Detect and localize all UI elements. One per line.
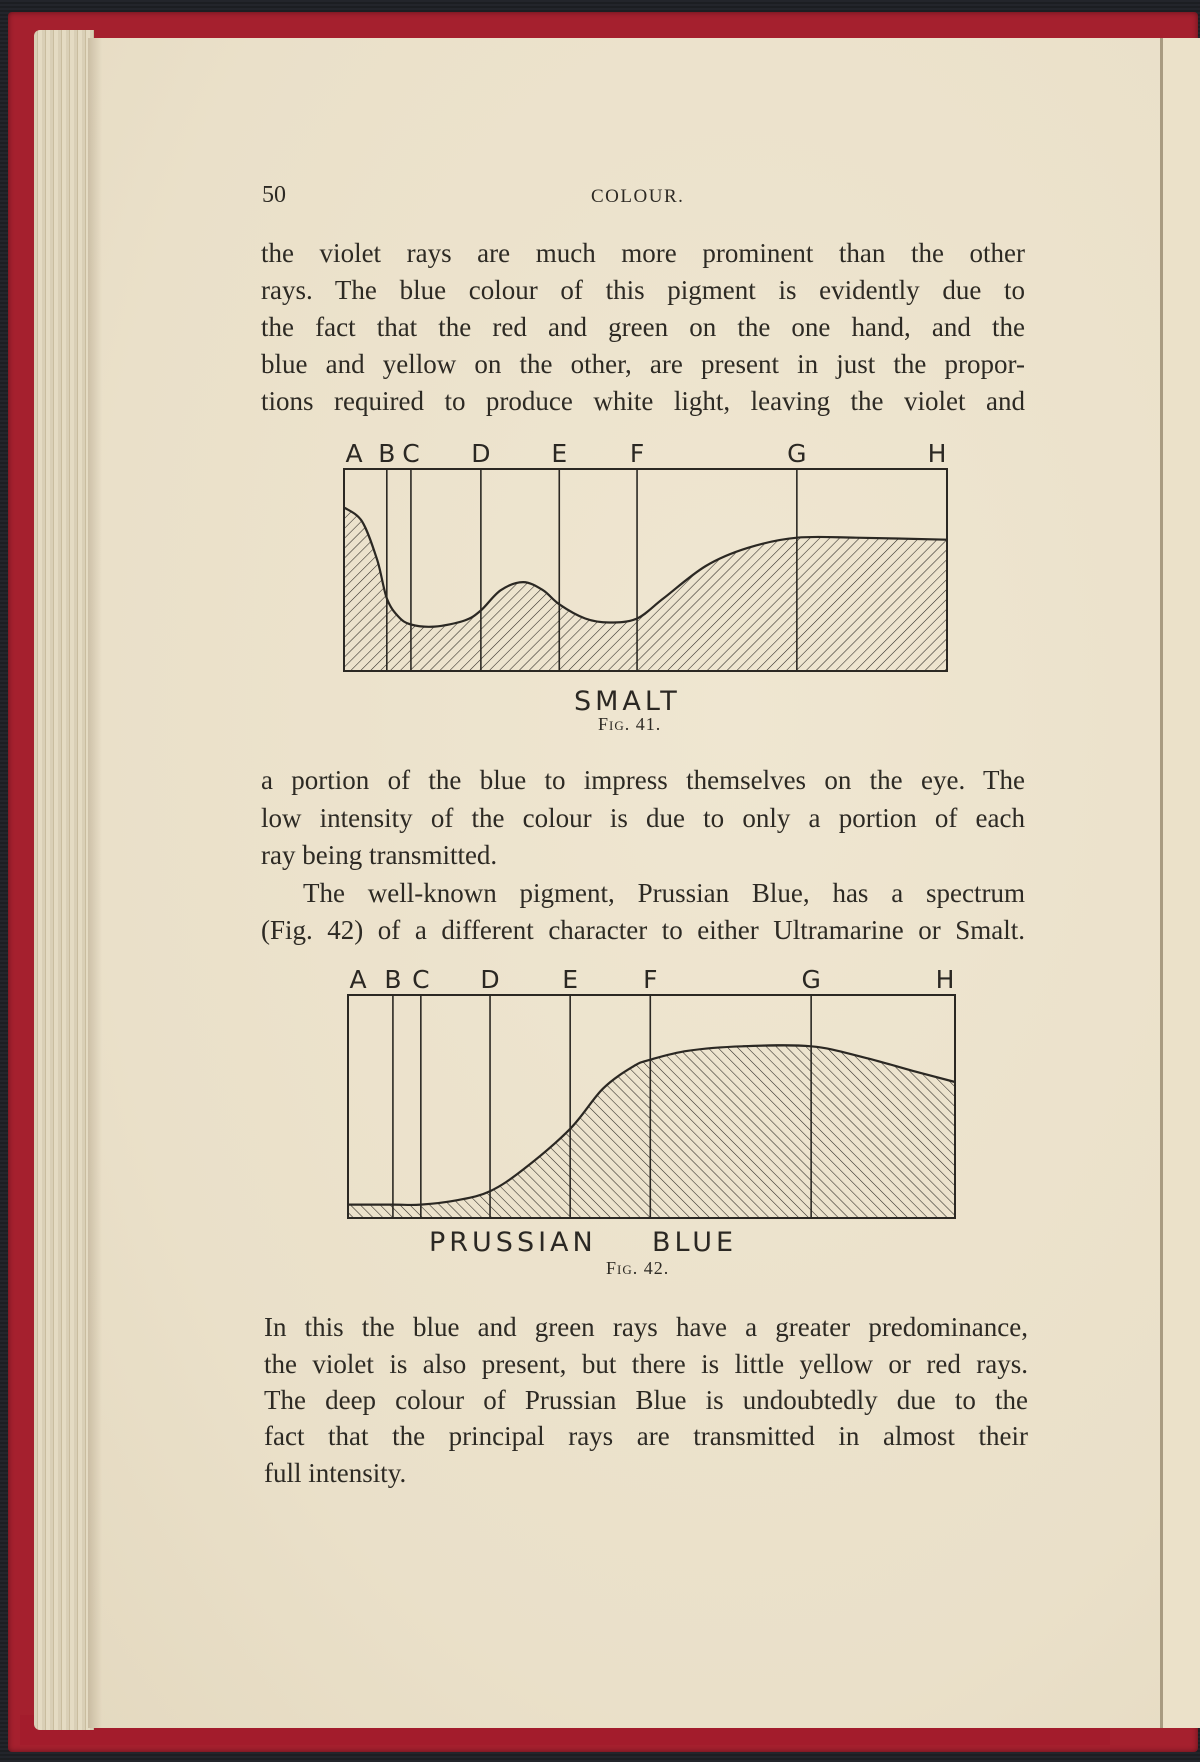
spectral-label-g: G (801, 965, 821, 994)
text-line: The deep colour of Prussian Blue is undoubtedly due to the (264, 1385, 1028, 1415)
transmission-area (344, 507, 947, 671)
text-line: ray being transmitted. (261, 840, 498, 870)
text-line: In this the blue and green rays have a greater predominance, (264, 1312, 1028, 1342)
text-line: blue and yellow on the other, are present in just the propor- (261, 349, 1025, 379)
text-line: low intensity of the colour is due to only a portion of each (261, 803, 1025, 833)
text-line: The well-known pigment, Prussian Blue, has a spectrum (303, 878, 1025, 908)
smalt-spectrum-chart (344, 469, 947, 671)
spectral-label-e: E (562, 965, 579, 994)
page-number: 50 (262, 182, 286, 208)
spectral-label-c: C (402, 439, 420, 468)
spectral-label-d: D (471, 439, 491, 468)
spectral-label-f: F (643, 965, 658, 994)
spectral-label-d: D (480, 965, 500, 994)
spectral-label-a: A (345, 439, 363, 468)
figure-title: SMALT (574, 686, 681, 717)
spectral-label-f: F (629, 439, 645, 468)
page-crease (1160, 38, 1163, 1728)
gutter-shadow (88, 38, 102, 1728)
text-line: rays. The blue colour of this pigment is evidently due to (261, 275, 1025, 305)
text-line: tions required to produce white light, leaving the violet and (261, 386, 1025, 416)
figure-caption: Fig. 42. (606, 1258, 670, 1278)
facing-page-edge (1160, 38, 1200, 1728)
figure-caption: Fig. 41. (598, 714, 662, 734)
page-edges (34, 30, 94, 1730)
figure-title-word: BLUE (652, 1227, 738, 1258)
text-line: fact that the principal rays are transmitted in almost their (264, 1421, 1028, 1451)
text-line: the violet is also present, but there is little yellow or red rays. (264, 1349, 1028, 1379)
text-line: the violet rays are much more prominent than the other (261, 238, 1025, 268)
spectral-label-b: B (384, 965, 402, 994)
spectral-label-b: B (378, 439, 396, 468)
text-line: the fact that the red and green on the one hand, and the (261, 312, 1025, 342)
text-line: (Fig. 42) of a different character to either Ultramarine or Smalt. (261, 915, 1025, 945)
spectral-label-h: H (927, 439, 947, 468)
spectral-label-e: E (551, 439, 568, 468)
running-head: COLOUR. (591, 186, 685, 207)
spectral-label-h: H (935, 965, 955, 994)
spectral-label-c: C (412, 965, 430, 994)
spectral-label-a: A (349, 965, 367, 994)
figure-title-word: PRUSSIAN (429, 1227, 597, 1258)
spectral-label-g: G (787, 439, 807, 468)
prussian-blue-spectrum-chart (348, 995, 955, 1218)
transmission-area (348, 1045, 955, 1218)
text-line: a portion of the blue to impress themselves on the eye. The (261, 765, 1025, 795)
text-line: full intensity. (264, 1458, 407, 1488)
